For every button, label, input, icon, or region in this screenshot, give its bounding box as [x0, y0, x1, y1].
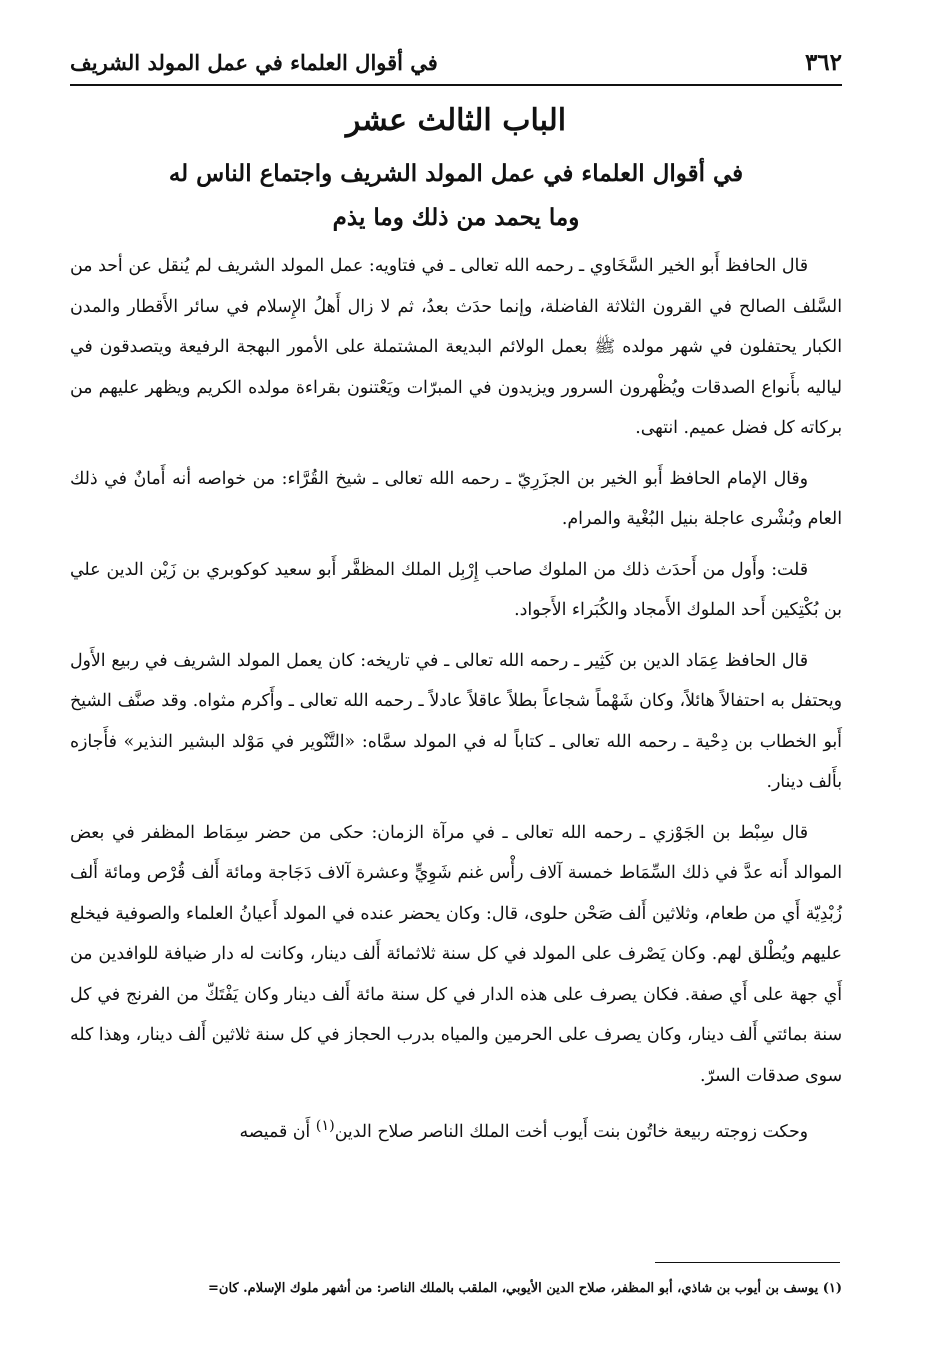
paragraph-text: وقال الإمام الحافظ أَبو الخير بن الجزَرِيّ ـ رحمه الله تعالى ـ شيخ القُرَّاء: من خواصه أنه أَمانٌ في ذلك العام وبُشْرى عاجلة بنيل البُغْية والمرام.	[70, 468, 842, 529]
chapter-subtitle	[70, 152, 842, 240]
footnote: (١) يوسف بن أيوب بن شاذي، أبو المظفر، صلاح الدين الأيوبي، الملقب بالملك الناصر: من أشهر ملوك الإسلام. كان=	[208, 1281, 842, 1296]
paragraph-text-continued: أَن قميصه	[239, 1121, 316, 1142]
subtitle-line-1: في أقوال العلماء في عمل المولد الشريف واجتماع الناس له	[168, 160, 744, 187]
paragraph-text: قال سِبْط بن الجَوْزي ـ رحمه الله تعالى ـ في مرآة الزمان: حكى من حضر سِمَاط المظفر في بعض الموالد أَنه عدَّ في ذلك السِّمَاط خمسة آلاف رأْس غنم شَوِيٍّ وعشرة آلاف دَجَاجة ومائة أَلف قُرْص ومائة أَلف زُبْدِيّة أَي من طعام، وثلاثين أَلف صَحْن حلوى، قال: وكان يحضر عنده في المولد أَعيانُ العلماء والصوفية فيخلع عليهم ويُطْلق لهم. وكان يَصْرف على المولد في كل سنة ثلاثمائة أَلف دينار، وكانت له دار ضيافة للوافدين من أَي جهة على أَي صفة. فكان يصرف على هذه الدار في كل سنة مائة أَلف دينار وكان يَفْتَكّ من الفرنج في كل سنة بمائتي أَلف دينار، وكان يصرف على الحرمين والمياه بدرب الحجاز في كل سنة ثلاثين أَلف دينار، وهذا كله سوى صدقات السرّ.	[70, 822, 842, 1086]
paragraph-6	[70, 1106, 842, 1152]
paragraph-text: قال الحافظ عِمَاد الدين بن كَثِير ـ رحمه الله تعالى ـ في تاريخه: كان يعمل المولد الشريف في ربيع الأَول ويحتفل به احتفالاً هائلاً، وكان شَهْماً شجاعاً بطلاً عاقلاً عادلاً ـ رحمه الله تعالى ـ وأَكرم مثواه. وقد صنَّف الشيخ أَبو الخطاب بن دِحْية ـ رحمه الله تعالى ـ كتاباً له في المولد سمَّاه: «التَّنْوير في مَوْلد البشير النذير» فأَجازه بأَلف دينار.	[70, 650, 842, 792]
chapter-title: الباب الثالث عشر	[345, 103, 567, 138]
paragraph-text: قال الحافظ أَبو الخير السَّخَاوي ـ رحمه الله تعالى ـ في فتاويه: عمل المولد الشريف لم يُنقل عن أحد من السَّلف الصالح في القرون الثلاثة الفاضلة، وإنما حدَث بعدُ، ثم لا زال أَهلُ الإِسلام في سائر الأَقطار والمدن الكبار يحتفلون في شهر مولده ﷺ بعمل الولائم البديعة المشتملة على الأمور البهجة الرفيعة ويتصدقون في لياليه بأَنواع الصدقات ويُظْهرون السرور ويزيدون في المبرّات ويَعْتنون بقراءة مولده الكريم ويظهر عليهم من بركاته كل فضل عميم. انتهى.	[70, 256, 842, 438]
running-header	[70, 42, 842, 82]
paragraph-2	[70, 459, 842, 540]
paragraph-3	[70, 550, 842, 631]
paragraph-4	[70, 641, 842, 803]
header-divider	[70, 84, 842, 86]
paragraph-text: وحكت زوجته ربيعة خاتُون بنت أَيوب أخت الملك الناصر صلاح الدين	[334, 1121, 808, 1142]
paragraph-text: قلت: وأَول من أَحدَث ذلك من الملوك صاحب إِرْبِل الملك المظفَّر أَبو سعيد كوكوبري بن زَيْن الدين علي بن بُكْتِكين أَحد الملوك الأَمجاد والكُبَراء الأَجواد.	[70, 559, 842, 620]
subtitle-line-2: وما يحمد من ذلك وما يذم	[332, 204, 580, 231]
footnote-divider	[655, 1262, 840, 1263]
page-number: ٣٦٢	[804, 48, 842, 76]
running-title: في أقوال العلماء في عمل المولد الشريف	[70, 49, 438, 75]
body-text	[70, 246, 842, 1152]
paragraph-5	[70, 813, 842, 1097]
paragraph-1	[70, 246, 842, 449]
footnote-reference[interactable]: (١)	[315, 1118, 335, 1134]
